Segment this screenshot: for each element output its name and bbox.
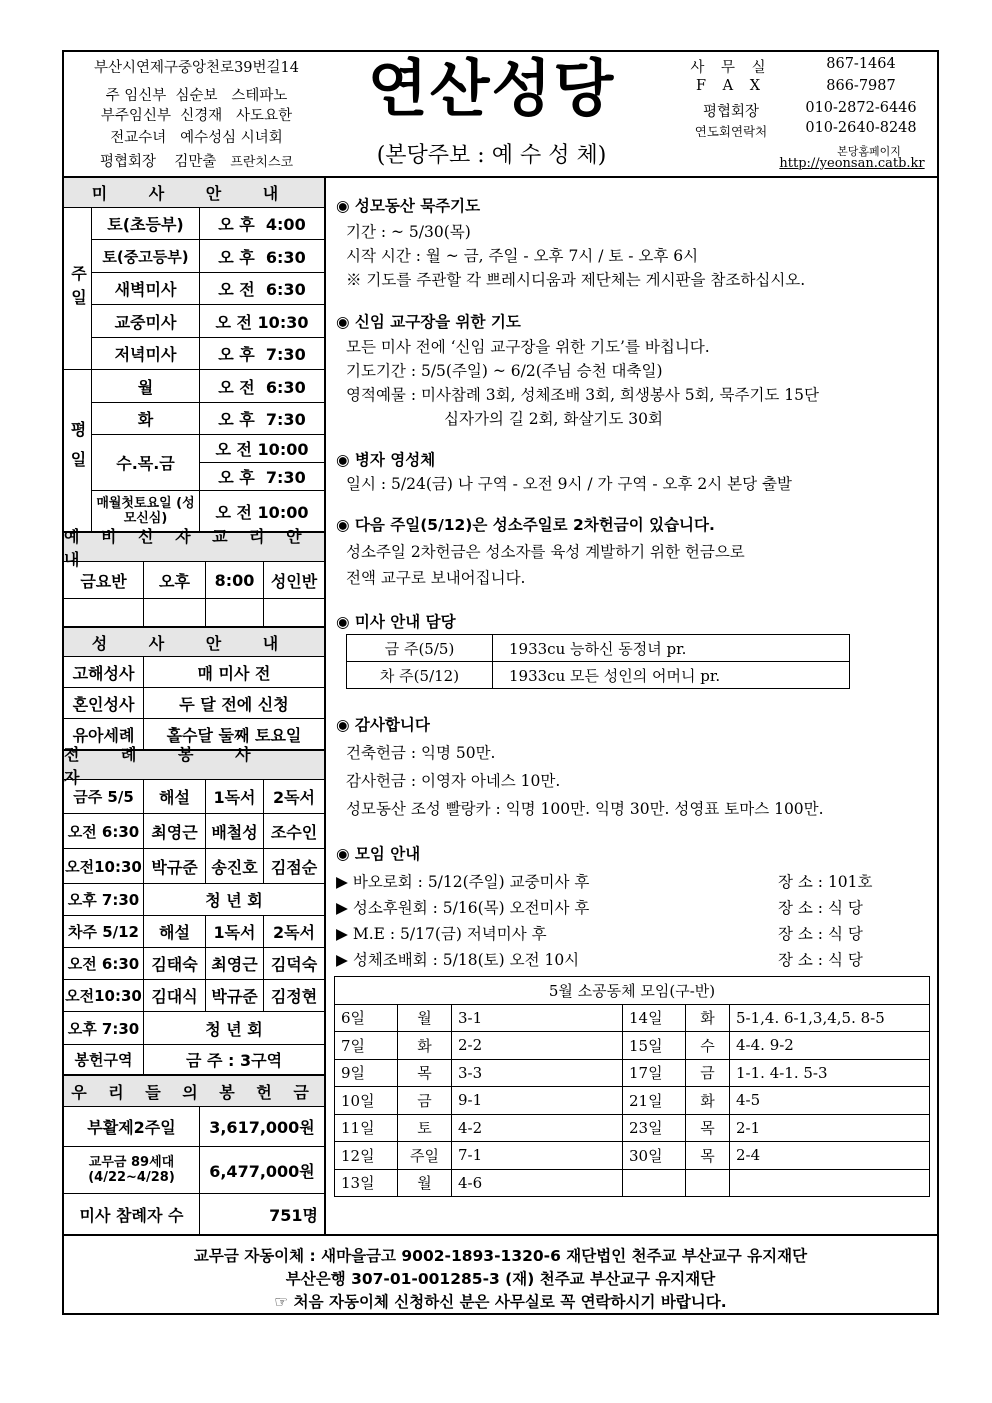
- table-cell: [686, 1169, 730, 1197]
- table-cell: 9일: [335, 1059, 398, 1087]
- table-cell: 1933cu 모든 성인의 어머니 pr.: [493, 662, 850, 689]
- table-cell: [730, 1169, 930, 1197]
- mass-time: 오 후 7:30: [200, 403, 324, 435]
- table-cell: 17일: [623, 1059, 686, 1087]
- table-cell: 목: [398, 1059, 452, 1087]
- notice-line: 전액 교구로 보내어집니다.: [346, 569, 526, 587]
- notice-line: 영적예물 : 미사참례 3회, 성체조배 3회, 희생봉사 5회, 묵주기도 15단: [346, 386, 820, 404]
- table-cell: 목: [686, 1142, 730, 1170]
- catechumen-cell: 성인반: [264, 562, 324, 599]
- server-name: 최영근: [206, 948, 264, 980]
- page-title: 연산성당: [367, 52, 616, 125]
- mass-name: 토(초등부): [92, 208, 200, 240]
- table-cell: 화: [686, 1004, 730, 1032]
- sacrament-name: 혼인성사: [64, 688, 144, 719]
- meeting-place: 장 소 : 식 당: [778, 925, 863, 943]
- empty-cell: [144, 599, 206, 627]
- mass-time: 오 전 6:30: [200, 370, 324, 403]
- offering-area-label: 봉헌구역: [64, 1045, 144, 1075]
- mass-name: 월: [92, 370, 200, 403]
- server-name: 배철성: [206, 814, 264, 849]
- sacrament-info: 두 달 전에 신청: [144, 688, 324, 719]
- table-cell: 월: [398, 1169, 452, 1197]
- table-cell: 13일: [335, 1169, 398, 1197]
- table-cell: 11일: [335, 1114, 398, 1142]
- sacrament-name: 유아세례: [64, 719, 144, 750]
- meeting-place: 장 소 : 101호: [778, 873, 873, 891]
- bulletin-page: [62, 50, 939, 1315]
- server-name: 김점순: [264, 849, 324, 884]
- table-cell: 3-3: [452, 1059, 623, 1087]
- header-contacts: [654, 52, 939, 176]
- right-column: [326, 178, 937, 1234]
- table-cell: 4-5: [730, 1087, 930, 1115]
- mass-time: 오 전 6:30: [200, 273, 324, 305]
- offering-value: 751명: [269, 1205, 318, 1225]
- catechumen-cell: 금요반: [64, 562, 144, 599]
- section-title: ◉ 성모동산 묵주기도: [336, 197, 481, 215]
- header-info: [64, 52, 329, 176]
- meeting-line: ▶ M.E : 5/17(금) 저녁미사 후: [336, 925, 547, 943]
- mass-time: 오 전 10:00: [200, 435, 324, 463]
- staff-row: 부주임신부 신경재 사도요한: [100, 108, 293, 124]
- header-title-block: [329, 52, 654, 176]
- weekday-label: 평일: [64, 370, 92, 532]
- table-cell: 월: [398, 1004, 452, 1032]
- servers-time: 오후 7:30: [64, 884, 144, 916]
- sacrament-info: 홀수달 둘째 토요일: [144, 719, 324, 750]
- server-name: 박규준: [206, 980, 264, 1012]
- servers-head: 1독서: [206, 916, 264, 948]
- section-title: ◉ 병자 영성체: [336, 451, 436, 469]
- servers-time: 오후 7:30: [64, 1012, 144, 1045]
- empty-cell: [64, 599, 144, 627]
- server-group: 청 년 회: [144, 1012, 324, 1045]
- table-cell: 목: [686, 1114, 730, 1142]
- offerings-title: 우 리 들 의 봉 헌 금: [64, 1075, 324, 1107]
- servers-time: 오전 6:30: [64, 948, 144, 980]
- table-header-row: [335, 977, 930, 1005]
- offering-area-value: 금 주 : 3구역: [144, 1045, 324, 1075]
- section-title: ◉ 신임 교구장을 위한 기도: [336, 313, 521, 331]
- mass-name: 저녁미사: [92, 338, 200, 370]
- servers-head: 1독서: [206, 780, 264, 814]
- catechumen-cell: 8:00: [206, 562, 264, 599]
- mass-name: 화: [92, 403, 200, 435]
- table-cell: 9-1: [452, 1087, 623, 1115]
- notice-line: 모든 미사 전에 ‘신임 교구장을 위한 기도’를 바칩니다.: [346, 338, 710, 356]
- server-name: 김정현: [264, 980, 324, 1012]
- footer-bank-1: 교무금 자동이체 : 새마을금고 9002-1893-1320-6 재단법인 천주교 부산교구 유지재단: [193, 1247, 808, 1265]
- catechumen-title: 예 비 신 자 교 리 안 내: [64, 532, 324, 562]
- homepage-link[interactable]: http://yeonsan.catb.kr: [779, 156, 925, 171]
- section-title: ◉ 감사합니다: [336, 716, 430, 734]
- server-group: 청 년 회: [144, 884, 324, 916]
- table-cell: 5-1,4. 6-1,3,4,5. 8-5: [730, 1004, 930, 1032]
- mass-time: 오 전 10:00: [200, 491, 324, 532]
- servers-time: 오전10:30: [64, 980, 144, 1012]
- notice-line: 건축헌금 : 익명 50만.: [346, 744, 496, 762]
- homepage-label: 본당홈페이지: [837, 145, 901, 158]
- meeting-line: ▶ 바오로회 : 5/12(주일) 교중미사 후: [336, 873, 590, 891]
- notice-line: 십자가의 길 2회, 화살기도 30회: [444, 410, 663, 428]
- offering-label: 교무금 89세대 (4/22~4/28): [64, 1147, 200, 1194]
- sacraments-title: 성 사 안 내: [64, 627, 324, 657]
- offering-label: 부활제2주일: [64, 1107, 200, 1147]
- table-cell: 2-4: [730, 1142, 930, 1170]
- servers-head: 금주 5/5: [64, 780, 144, 814]
- section-title: ◉ 다음 주일(5/12)은 성소주일로 2차헌금이 있습니다.: [336, 516, 715, 534]
- sunday-label: 주일: [64, 208, 92, 370]
- sacrament-name: 고해성사: [64, 657, 144, 688]
- table-cell: 금: [686, 1059, 730, 1087]
- table-cell: 차 주(5/12): [347, 662, 493, 689]
- footer-notice: ☞ 처음 자동이체 신청하신 분은 사무실로 꼭 연락하시기 바랍니다.: [274, 1293, 727, 1311]
- table-cell: 1-1. 4-1. 5-3: [730, 1059, 930, 1087]
- servers-time: 오전10:30: [64, 849, 144, 884]
- table-cell: 화: [686, 1087, 730, 1115]
- table-cell: 15일: [623, 1032, 686, 1060]
- table-cell: 4-4. 9-2: [730, 1032, 930, 1060]
- table-row: [335, 1114, 930, 1142]
- table-cell: 토: [398, 1114, 452, 1142]
- table-cell: 2-1: [730, 1114, 930, 1142]
- mass-name: 토(중고등부): [92, 240, 200, 273]
- servers-time: 오전 6:30: [64, 814, 144, 849]
- footer: [64, 1236, 937, 1314]
- staff-row: 평협회장 김만출 프란치스코: [99, 154, 294, 170]
- empty-cell: [264, 599, 324, 627]
- mass-time: 오 후 7:30: [200, 338, 324, 370]
- table-cell: 금: [398, 1087, 452, 1115]
- table-cell: 4-2: [452, 1114, 623, 1142]
- small-community-table: [334, 976, 930, 1197]
- table-row: [335, 1169, 930, 1197]
- meeting-line: ▶ 성소후원회 : 5/16(목) 오전미사 후: [336, 899, 590, 917]
- footer-bank-2: 부산은행 307-01-001285-3 (재) 천주교 부산교구 유지재단: [285, 1270, 716, 1288]
- table-cell: 14일: [623, 1004, 686, 1032]
- mass-time: 오 후 7:30: [200, 463, 324, 491]
- table-row: [335, 1004, 930, 1032]
- table-row: [335, 1087, 930, 1115]
- table-cell: 10일: [335, 1087, 398, 1115]
- table-row: [335, 1142, 930, 1170]
- address: 부산시연제구중앙천로39번길14: [94, 60, 299, 76]
- staff-row: 주 임신부 심순보 스테파노: [105, 88, 288, 104]
- mass-duty-table: [346, 634, 850, 689]
- mass-time: 오 후 4:00: [200, 208, 324, 240]
- mass-time: 오 후 6:30: [200, 240, 324, 273]
- server-name: 조수인: [264, 814, 324, 849]
- contact-value: 866-7987: [826, 78, 896, 94]
- contact-label: 사 무 실: [690, 60, 772, 76]
- table-cell: 수: [686, 1032, 730, 1060]
- table-cell: 화: [398, 1032, 452, 1060]
- contact-label: F A X: [695, 78, 767, 94]
- meeting-place: 장 소 : 식 당: [778, 951, 863, 969]
- servers-title: 전 례 봉 사 자: [64, 750, 324, 780]
- mass-name: 교중미사: [92, 305, 200, 338]
- offering-value: 3,617,000원: [200, 1107, 324, 1147]
- server-name: 김태숙: [144, 948, 206, 980]
- mass-guide-title: 미 사 안 내: [64, 178, 324, 208]
- servers-head: 해설: [144, 916, 206, 948]
- page-subtitle: (본당주보 : 예 수 성 체): [376, 143, 607, 168]
- notice-line: 기간 : ~ 5/30(목): [346, 223, 471, 241]
- table-cell: [623, 1169, 686, 1197]
- offering-value: 6,477,000원: [200, 1147, 324, 1194]
- table-row: [335, 1059, 930, 1087]
- table-row: [347, 662, 850, 689]
- servers-head: 해설: [144, 780, 206, 814]
- contact-value: 010-2640-8248: [805, 120, 917, 136]
- contact-value: 010-2872-6446: [805, 100, 917, 116]
- contact-value: 867-1464: [826, 56, 896, 72]
- servers-head: 2독서: [264, 916, 324, 948]
- server-name: 최영근: [144, 814, 206, 849]
- table-cell: 30일: [623, 1142, 686, 1170]
- mass-name: 매월첫토요일 (성모신심): [92, 491, 200, 532]
- notice-line: 성모동산 조성 빨랑카 : 익명 100만. 익명 30만. 성영표 토마스 100만.: [346, 800, 824, 818]
- table-title: 5월 소공동체 모임(구-반): [335, 977, 930, 1005]
- mass-name: 새벽미사: [92, 273, 200, 305]
- server-name: 박규준: [144, 849, 206, 884]
- section-title: ◉ 미사 안내 담당: [336, 613, 456, 631]
- server-name: 김덕숙: [264, 948, 324, 980]
- notice-line: 일시 : 5/24(금) 나 구역 - 오전 9시 / 가 구역 - 오후 2시 본당 출발: [346, 475, 792, 493]
- table-cell: 4-6: [452, 1169, 623, 1197]
- servers-head: 2독서: [264, 780, 324, 814]
- table-cell: 12일: [335, 1142, 398, 1170]
- table-cell: 7일: [335, 1032, 398, 1060]
- servers-head: 차주 5/12: [64, 916, 144, 948]
- catechumen-cell: 오후: [144, 562, 206, 599]
- table-cell: 6일: [335, 1004, 398, 1032]
- notice-line: 시작 시간 : 월 ~ 금, 주일 - 오후 7시 / 토 - 오후 6시: [346, 247, 699, 265]
- table-cell: 21일: [623, 1087, 686, 1115]
- offering-label: 미사 참례자 수: [64, 1194, 200, 1234]
- table-cell: 1933cu 능하신 동정녀 pr.: [493, 635, 850, 662]
- table-cell: 2-2: [452, 1032, 623, 1060]
- notice-line: 기도기간 : 5/5(주일) ~ 6/2(주님 승천 대축일): [346, 362, 663, 380]
- server-name: 김대식: [144, 980, 206, 1012]
- table-cell: 3-1: [452, 1004, 623, 1032]
- contact-label: 평협회장: [702, 104, 760, 120]
- notice-line: ※ 기도를 주관할 각 쁘레시디움과 제단체는 게시판을 참조하십시오.: [346, 271, 806, 289]
- server-name: 송진호: [206, 849, 264, 884]
- sacrament-info: 매 미사 전: [144, 657, 324, 688]
- meeting-place: 장 소 : 식 당: [778, 899, 863, 917]
- table-row: [347, 635, 850, 662]
- contact-label: 연도회연락처: [694, 124, 768, 139]
- staff-row: 전교수녀 예수성심 시녀회: [110, 130, 283, 146]
- empty-cell: [206, 599, 264, 627]
- section-title: ◉ 모임 안내: [336, 845, 421, 863]
- mass-name: 수.목.금: [92, 435, 200, 491]
- table-cell: 주일: [398, 1142, 452, 1170]
- meeting-line: ▶ 성체조배회 : 5/18(토) 오전 10시: [336, 951, 580, 969]
- notice-line: 감사헌금 : 이영자 아네스 10만.: [346, 772, 561, 790]
- table-row: [335, 1032, 930, 1060]
- table-cell: 금 주(5/5): [347, 635, 493, 662]
- mass-time: 오 전 10:30: [200, 305, 324, 338]
- left-column: [64, 178, 324, 1234]
- table-cell: 7-1: [452, 1142, 623, 1170]
- table-cell: 23일: [623, 1114, 686, 1142]
- notice-line: 성소주일 2차헌금은 성소자를 육성 계발하기 위한 헌금으로: [346, 543, 745, 561]
